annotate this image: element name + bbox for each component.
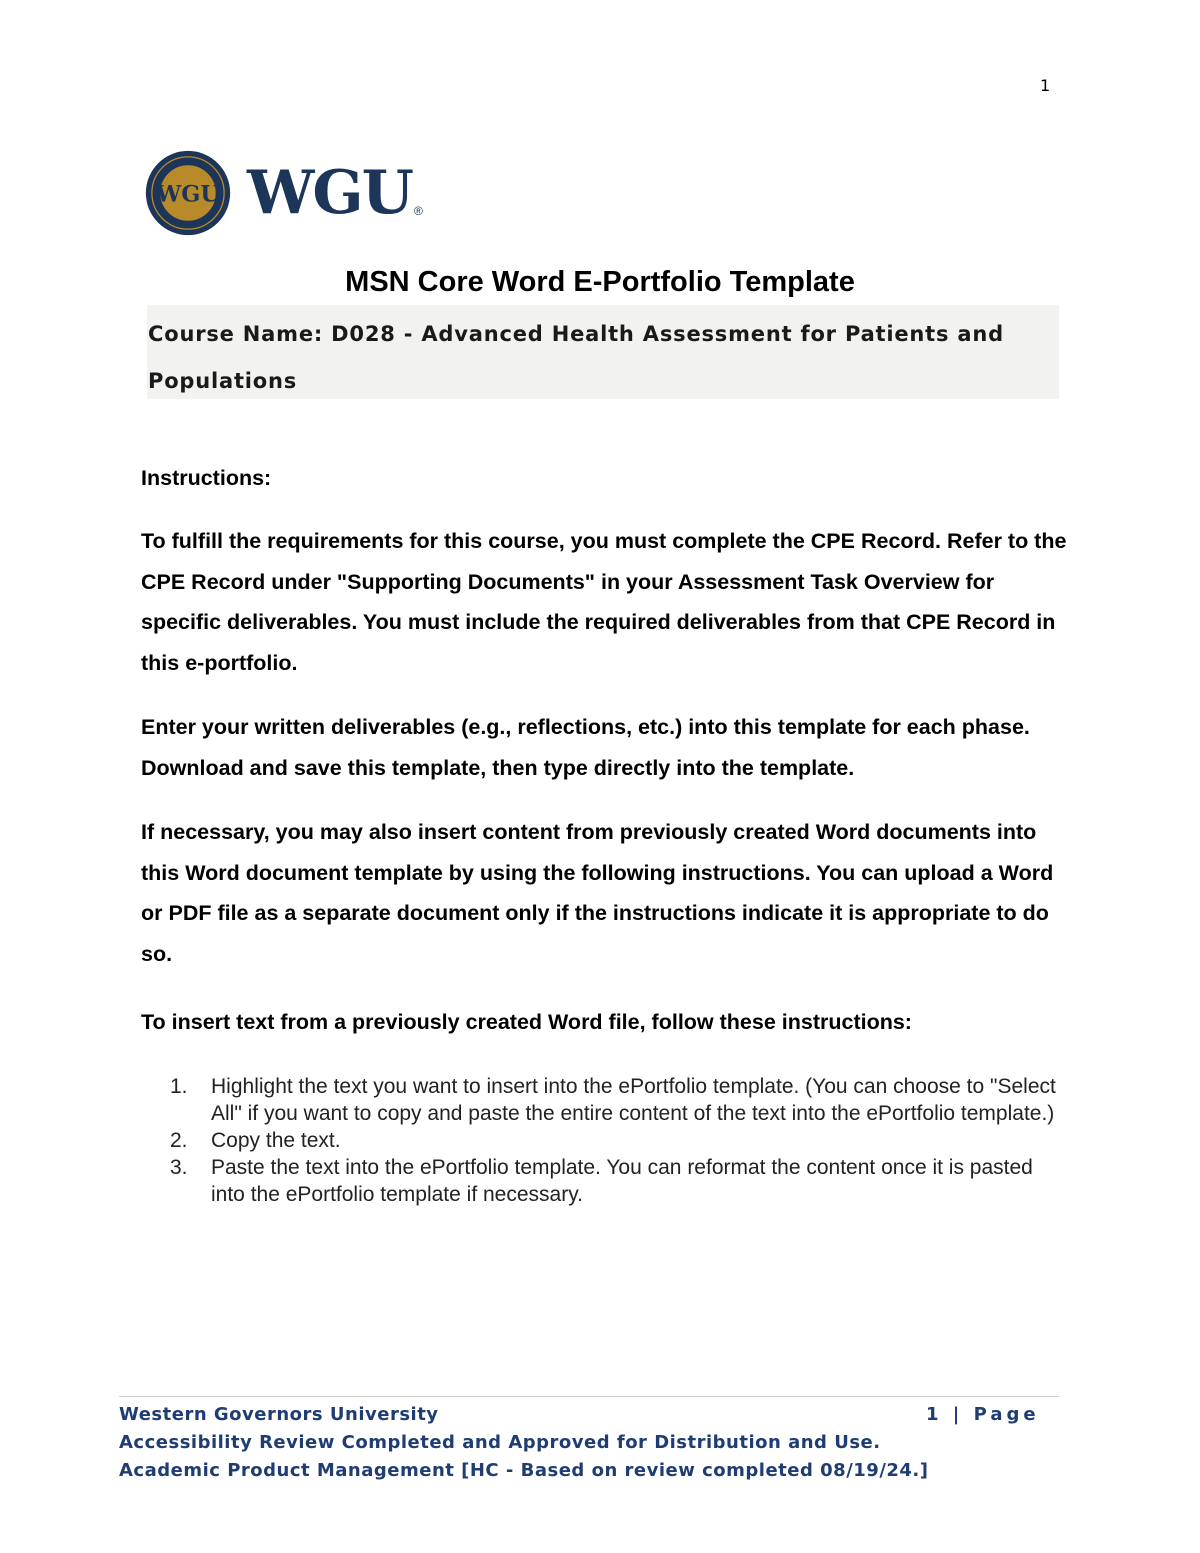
step-text: Paste the text into the ePortfolio template. You can reformat the content once it is pasted into the ePortfolio template if necessary. (211, 1156, 1033, 1206)
wgu-seal-icon (145, 150, 231, 236)
wgu-logo (145, 148, 423, 238)
list-item (170, 1073, 1070, 1127)
step-number: 2. (170, 1129, 188, 1152)
step-number: 1. (170, 1075, 188, 1098)
instructions-paragraph-1: To fulfill the requirements for this course, you must complete the CPE Record. Refer to the CPE Record under "Supporting Documents" in your Assessment Task Overview for specific deliverables. You must include the required deliverables from that CPE Record in this e-portfolio. (141, 529, 1067, 675)
seal-monogram: WGU (156, 181, 220, 208)
list-item (170, 1127, 1070, 1154)
step-text: Highlight the text you want to insert into the ePortfolio template. (You can choose to "Select All" if you want to copy and paste the entire content of the text into the ePortfolio template.) (211, 1075, 1056, 1125)
footer-product-management: Academic Product Management [HC - Based on review completed 08/19/24.] (119, 1460, 929, 1481)
instructions-heading: Instructions: (141, 466, 272, 490)
course-name-box (147, 305, 1059, 399)
wgu-wordmark: WGU (247, 158, 412, 228)
insert-steps-list (170, 1073, 1070, 1208)
page-number: 1 (1040, 76, 1051, 95)
footer-divider (119, 1396, 1059, 1397)
footer-accessibility: Accessibility Review Completed and Approved for Distribution and Use. (119, 1432, 881, 1453)
instructions-paragraph-3: If necessary, you may also insert content from previously created Word documents into this Word document template by using the following instructions. You can upload a Word or PDF file as a separate document only if the instructions indicate it is appropriate to do so. (141, 820, 1054, 966)
list-item (170, 1154, 1070, 1208)
course-name: Course Name: D028 - Advanced Health Assessment for Patients and Populations (148, 322, 1004, 393)
footer-university: Western Governors University (119, 1404, 439, 1425)
footer-page-label: 1 | Page (926, 1404, 1040, 1425)
instructions-paragraph-2: Enter your written deliverables (e.g., reflections, etc.) into this template for each phase. Download and save this template, then type directly into the template. (141, 715, 1030, 780)
step-number: 3. (170, 1156, 188, 1179)
insert-instructions-heading: To insert text from a previously created Word file, follow these instructions: (141, 1010, 912, 1034)
step-text: Copy the text. (211, 1129, 341, 1152)
document-title: MSN Core Word E-Portfolio Template (345, 266, 855, 298)
registered-mark: ® (413, 204, 423, 218)
